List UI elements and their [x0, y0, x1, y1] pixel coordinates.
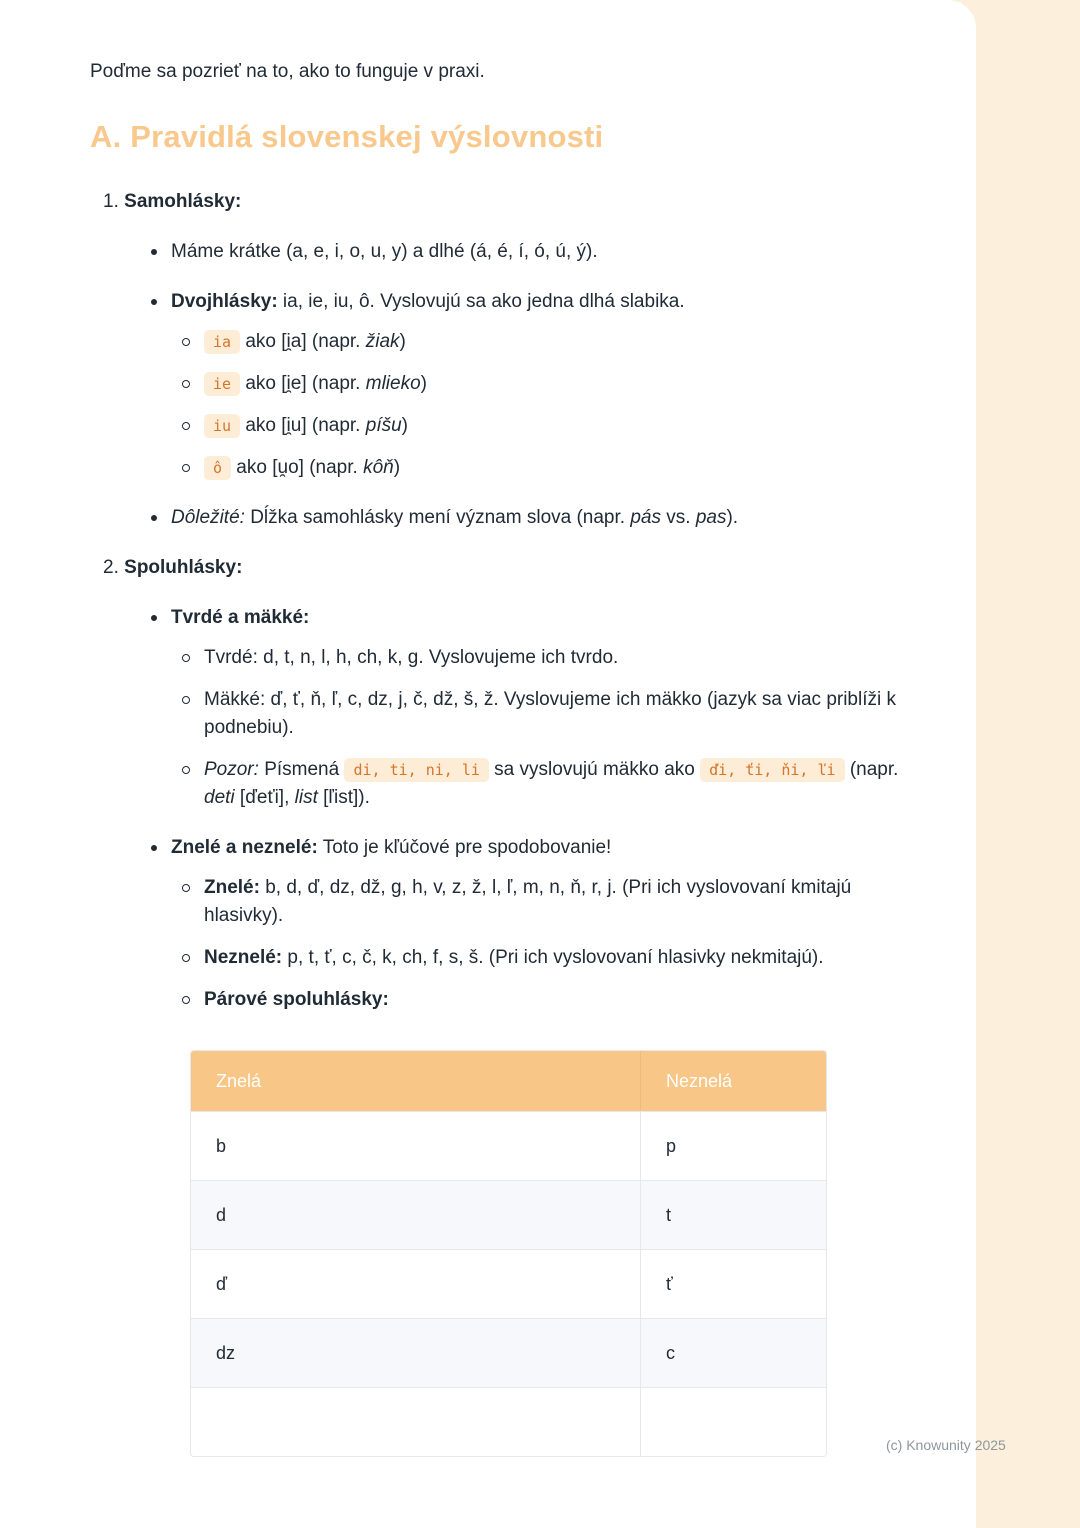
text-bold: Párové spoluhlásky:: [204, 989, 389, 1010]
text-run: b, d, ď, dz, dž, g, h, v, z, ž, l, ľ, m, n, ň, r, j. (Pri ich vyslovovaní kmitajú hlasivky).: [204, 877, 852, 926]
table-header-znela: Znelá: [191, 1051, 641, 1111]
item-title: Spoluhlásky:: [124, 557, 243, 578]
table-header-row: [191, 1051, 826, 1111]
table-cell: dz: [191, 1319, 641, 1387]
item-neznele: [182, 944, 918, 972]
numbered-list: [90, 188, 918, 1014]
intro-text: Poďme sa pozrieť na to, ako to funguje v praxi.: [90, 61, 485, 82]
text-bold: Dvojhlásky:: [171, 291, 278, 312]
text-run: ): [399, 331, 406, 352]
list-item-spoluhlasky: [90, 554, 918, 1014]
text-bold: Znelé:: [204, 877, 260, 898]
text-bold: Znelé a neznelé:: [171, 837, 318, 858]
code-chip-di-ti-ni-li: di, ti, ni, li: [344, 758, 488, 782]
text-bold: Tvrdé a mäkké:: [171, 607, 310, 628]
example-word: pás: [630, 507, 661, 528]
text-run: ): [420, 373, 427, 394]
text-run: [ďeťi],: [234, 787, 295, 808]
table-row: [191, 1111, 826, 1180]
copyright-text: (c) Knowunity 2025: [886, 1437, 1006, 1453]
example-word: deti: [204, 787, 235, 808]
list-item-samohlasky: [90, 188, 918, 532]
table-row: [191, 1180, 826, 1249]
table-cell: p: [666, 1136, 677, 1156]
table-cell: c: [666, 1343, 675, 1363]
table-header-neznela: Neznelá: [666, 1071, 733, 1091]
text-italic: Pozor:: [204, 759, 259, 780]
table-cell: [191, 1388, 641, 1456]
text-run: ): [401, 415, 408, 436]
table-row: [191, 1249, 826, 1318]
diphthong-item-ie: [182, 370, 918, 398]
item-number: 1.: [103, 191, 119, 212]
table-cell: d: [191, 1181, 641, 1249]
table-cell: [641, 1388, 826, 1456]
text-run: ako [i̯a] (napr.: [240, 331, 366, 352]
bullet-dvojhlasky: [150, 288, 918, 482]
tvrde-makke-list: [171, 644, 918, 812]
text-run: p, t, ť, c, č, k, ch, f, s, š. (Pri ich vyslovovaní hlasivky nekmitajú).: [282, 947, 824, 968]
text-run: Toto je kľúčové pre spodobovanie!: [317, 837, 612, 858]
example-word: píšu: [365, 415, 402, 436]
text-bold: Neznelé:: [204, 947, 283, 968]
text-italic: Dôležité:: [171, 507, 245, 528]
item-title: Samohlásky:: [124, 191, 242, 212]
table-row-partial: [191, 1387, 826, 1456]
text-run: ): [393, 457, 401, 478]
code-chip-iu: iu: [204, 414, 240, 438]
table-cell: ď: [191, 1250, 641, 1318]
bullet-dolezite: [150, 504, 918, 532]
text-run: ia, ie, iu, ô. Vyslovujú sa ako jedna dlhá slabika.: [277, 291, 685, 312]
item-parove: [182, 986, 918, 1014]
diphthong-item-ia: [182, 328, 918, 356]
table-cell: t: [666, 1205, 672, 1225]
example-word: mlieko: [365, 373, 421, 394]
text-run: sa vyslovujú mäkko ako: [488, 759, 701, 780]
item-makke: [182, 686, 918, 742]
bullet-tvrde-makke: [150, 604, 918, 812]
text-run: ako [u̯o] (napr.: [231, 457, 364, 478]
text-run: Písmená: [258, 759, 345, 780]
diphthong-list: [171, 328, 918, 482]
table-cell: ť: [666, 1274, 673, 1294]
example-word: kôň: [363, 457, 394, 478]
text-run: vs.: [660, 507, 696, 528]
diphthong-item-o: [182, 454, 918, 482]
text-run: ako [i̯u] (napr.: [240, 415, 366, 436]
text-run: ).: [726, 507, 739, 528]
code-chip-o-circumflex: ô: [204, 456, 231, 480]
text-run: Mäkké: ď, ť, ň, ľ, c, dz, j, č, dž, š, ž. Vyslovujeme ich mäkko (jazyk sa viac priblíži k podnebiu).: [204, 689, 896, 738]
text-run: (napr.: [844, 759, 899, 780]
example-word: žiak: [365, 331, 400, 352]
paired-consonants-table: [190, 1050, 827, 1457]
spoluhlasky-bullets: [103, 604, 918, 1014]
spoluhlasky-title-line: [103, 554, 918, 582]
diphthong-item-iu: [182, 412, 918, 440]
side-band: [976, 0, 1080, 1528]
code-chip-soft-di-ti-ni-li: ďi, ťi, ňi, ľi: [700, 758, 844, 782]
text-run: Dĺžka samohlásky mení význam slova (napr.: [244, 507, 631, 528]
bullet-kratke-dlhe: [150, 238, 918, 266]
code-chip-ie: ie: [204, 372, 240, 396]
samohlasky-bullets: [103, 238, 918, 532]
item-znele: [182, 874, 918, 930]
page-title: A. Pravidlá slovenskej výslovnosti: [90, 119, 604, 154]
text-run: ako [i̯e] (napr.: [240, 373, 366, 394]
text-run: Tvrdé: d, t, n, l, h, ch, k, g. Vyslovujeme ich tvrdo.: [204, 647, 619, 668]
table-row: [191, 1318, 826, 1387]
code-chip-ia: ia: [204, 330, 240, 354]
bullet-znele-neznele: [150, 834, 918, 1014]
text-run: [ľist]).: [317, 787, 370, 808]
example-word: pas: [695, 507, 727, 528]
example-word: list: [294, 787, 318, 808]
znele-neznele-list: [171, 874, 918, 1014]
samohlasky-title-line: [103, 188, 918, 216]
table-cell: b: [191, 1112, 641, 1180]
item-pozor: [182, 756, 918, 812]
text-run: Máme krátke (a, e, i, o, u, y) a dlhé (á, é, í, ó, ú, ý).: [171, 241, 598, 262]
item-tvrde: [182, 644, 918, 672]
item-number: 2.: [103, 557, 119, 578]
